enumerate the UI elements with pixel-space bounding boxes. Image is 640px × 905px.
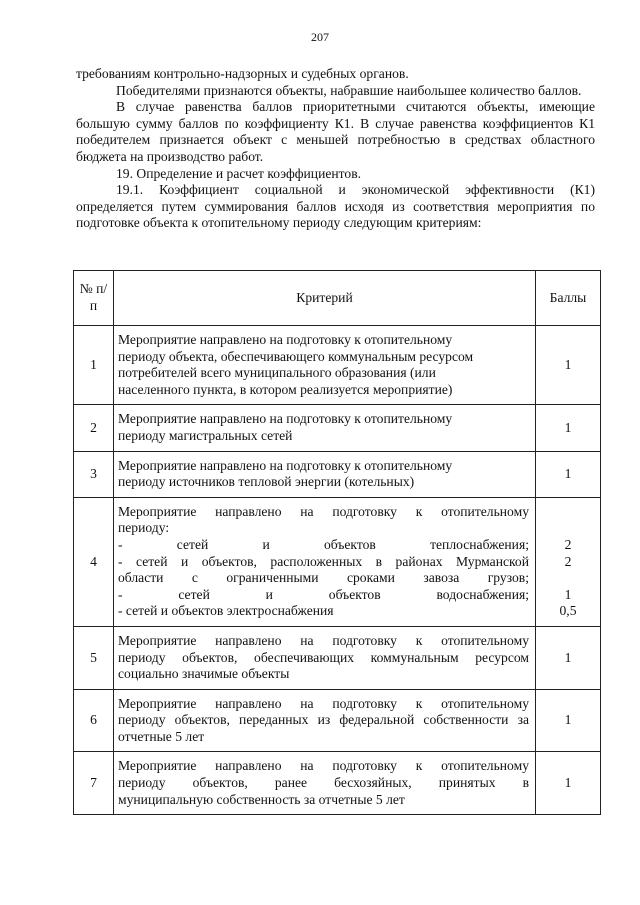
criterion-line: - сетей и объектов, расположенных в районах Мурманской bbox=[118, 553, 529, 569]
table-row bbox=[74, 752, 601, 815]
col-header-points: Баллы bbox=[536, 271, 601, 326]
criterion-line: социально значимые объекты bbox=[118, 666, 290, 682]
paragraph-1: требованиям контрольно-надзорных и судебных органов. bbox=[76, 66, 409, 81]
points-line bbox=[536, 570, 600, 587]
body-text bbox=[76, 66, 595, 232]
criterion-line: отчетные 5 лет bbox=[118, 728, 205, 744]
points-line bbox=[536, 504, 600, 521]
criterion-line: Мероприятие направлено на подготовку к отопительному bbox=[118, 503, 529, 519]
criterion-line: Мероприятие направлено на подготовку к отопительному bbox=[118, 411, 453, 427]
criterion-line: периоду магистральных сетей bbox=[118, 427, 293, 443]
row-points: 1 bbox=[536, 451, 601, 497]
criterion-line: области с ограниченными сроками завоза грузов; bbox=[118, 570, 529, 586]
criterion-line: Мероприятие направлено на подготовку к отопительному bbox=[118, 332, 453, 347]
row-criterion bbox=[114, 326, 536, 405]
row-points: 1 bbox=[536, 405, 601, 451]
criterion-line: - сетей и объектов теплоснабжения; bbox=[118, 536, 529, 552]
page-number: 207 bbox=[311, 30, 329, 44]
criterion-line: Мероприятие направлено на подготовку к отопительному bbox=[118, 758, 529, 774]
criteria-table bbox=[73, 270, 601, 815]
row-points: 1 bbox=[536, 626, 601, 689]
points-line bbox=[536, 520, 600, 537]
table-row bbox=[74, 689, 601, 752]
criterion-line: Мероприятие направлено на подготовку к отопительному bbox=[118, 695, 529, 711]
points-line: 2 bbox=[564, 553, 572, 569]
criterion-line: периоду объекта, обеспечивающего коммунальным ресурсом bbox=[118, 348, 474, 364]
criterion-line: периоду источников тепловой энергии (котельных) bbox=[118, 474, 415, 490]
table-row bbox=[74, 326, 601, 405]
table-row bbox=[74, 451, 601, 497]
row-number: 5 bbox=[74, 626, 114, 689]
row-criterion bbox=[114, 405, 536, 451]
row-number: 3 bbox=[74, 451, 114, 497]
criterion-line: населенного пункта, в котором реализуется мероприятие) bbox=[118, 381, 453, 397]
criterion-line: - сетей и объектов водоснабжения; bbox=[118, 586, 529, 602]
criterion-line: потребителей всего муниципального образования (или bbox=[118, 365, 436, 381]
row-criterion bbox=[114, 497, 536, 626]
row-points: 1 bbox=[536, 689, 601, 752]
row-points: 1 bbox=[536, 326, 601, 405]
paragraph-2: Победителями признаются объекты, набравшие наибольшее количество баллов. bbox=[116, 82, 582, 98]
paragraph-3: В случае равенства баллов приоритетными считаются объекты, имеющие большую сумму баллов по коэффициенту К1. В случае равенства коэффициентов К1 победителем признается объект с меньшей потребностью в средствах областного бюджета на производство работ. bbox=[76, 99, 595, 164]
criterion-line: периоду объектов, переданных из федеральной собственности за bbox=[118, 712, 529, 728]
criterion-line: муниципальную собственность за отчетные 5 лет bbox=[118, 791, 405, 807]
row-number: 4 bbox=[74, 497, 114, 626]
criterion-line: Мероприятие направлено на подготовку к отопительному bbox=[118, 457, 453, 473]
row-criterion bbox=[114, 689, 536, 752]
row-points: 1 bbox=[536, 752, 601, 815]
row-criterion bbox=[114, 451, 536, 497]
criterion-line: периоду: bbox=[118, 520, 170, 536]
table-row bbox=[74, 405, 601, 451]
row-criterion bbox=[114, 626, 536, 689]
row-number: 6 bbox=[74, 689, 114, 752]
criterion-line: периоду объектов, обеспечивающих коммунальным ресурсом bbox=[118, 649, 529, 665]
table-row bbox=[74, 497, 601, 626]
row-criterion bbox=[114, 752, 536, 815]
points-line: 2 bbox=[564, 536, 572, 552]
points-line: 0,5 bbox=[559, 603, 577, 619]
criterion-line: - сетей и объектов электроснабжения bbox=[118, 603, 334, 619]
col-header-criterion: Критерий bbox=[114, 271, 536, 326]
paragraph-5: 19.1. Коэффициент социальной и экономической эффективности (К1) определяется путем суммирования баллов исходя из соответствия мероприятия по подготовке объекта к отопительному периоду следующим критериям: bbox=[76, 182, 595, 231]
row-points bbox=[536, 497, 601, 626]
points-line: 1 bbox=[564, 586, 572, 602]
criterion-line: Мероприятие направлено на подготовку к отопительному bbox=[118, 632, 529, 648]
paragraph-4: 19. Определение и расчет коэффициентов. bbox=[116, 165, 362, 181]
col-header-number: № п/п bbox=[74, 271, 114, 326]
row-number: 1 bbox=[74, 326, 114, 405]
row-number: 7 bbox=[74, 752, 114, 815]
table-header-row bbox=[74, 271, 601, 326]
criterion-line: периоду объектов, ранее бесхозяйных, принятых в bbox=[118, 775, 529, 791]
table-row bbox=[74, 626, 601, 689]
row-number: 2 bbox=[74, 405, 114, 451]
